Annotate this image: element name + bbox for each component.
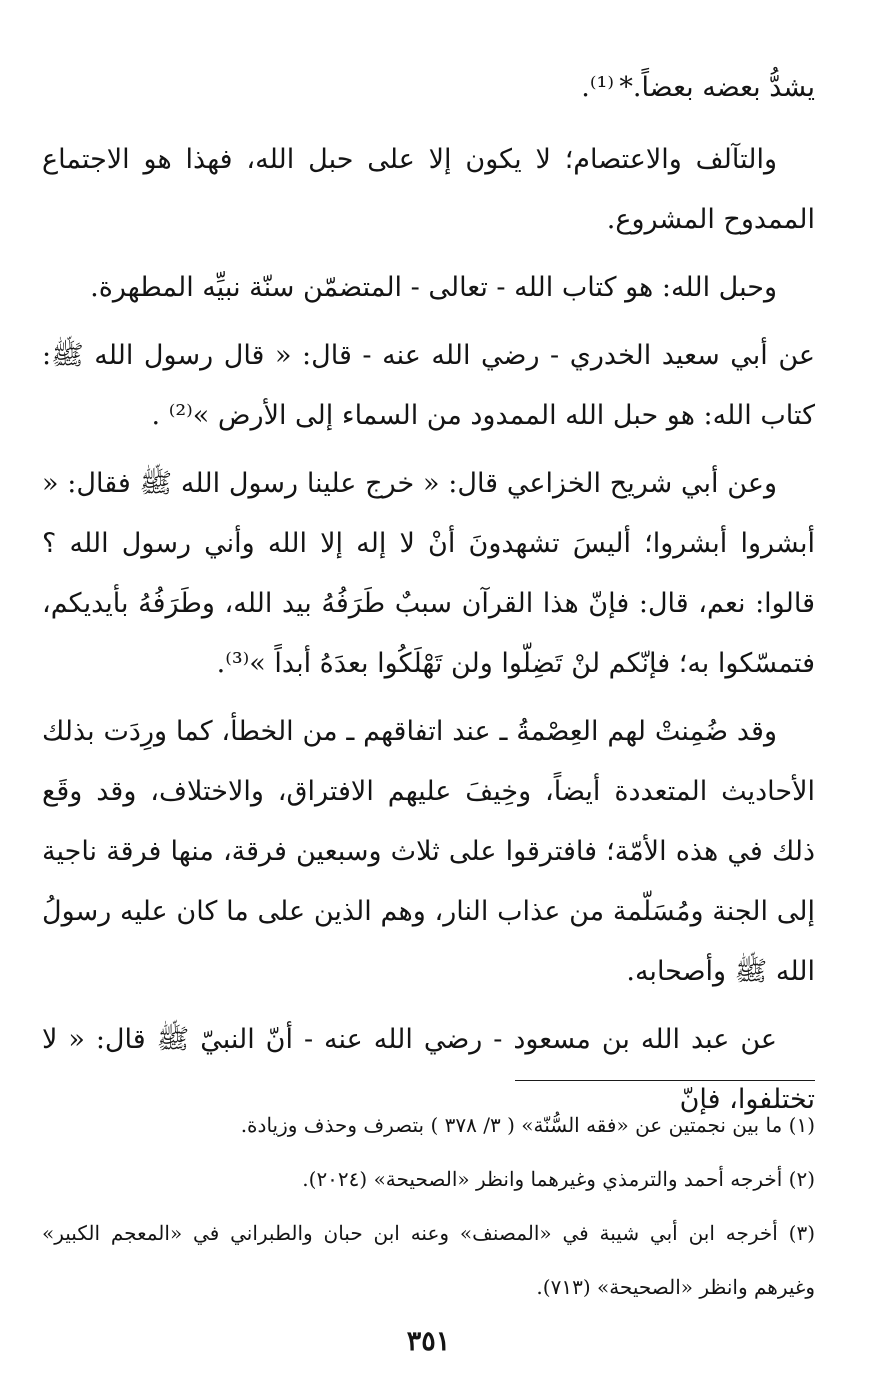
paragraph-text: وحبل الله: هو كتاب الله - تعالى - المتضمّن سنّة نبيِّه المطهرة. bbox=[90, 272, 777, 303]
footnotes bbox=[42, 1098, 815, 1314]
paragraph-hadith-abi-shurayh bbox=[42, 454, 815, 694]
page-number: ٣٥١ bbox=[406, 1326, 451, 1357]
main-text bbox=[42, 58, 815, 1130]
paragraph-text: وعن أبي شريح الخزاعي قال: « خرج علينا رسول الله ﷺ فقال: « أبشروا أبشروا؛ أليسَ تشهدونَ أنْ لا إله إلا الله وأني رسول الله ؟ قالوا: نعم، قال: فإنّ هذا القرآن سببٌ طَرَفُهُ بيد الله، وطَرَفُهُ بأيديكم، فتمسّكوا به؛ فإنّكم لنْ تَضِلّوا ولن تَهْلَكُوا بعدَهُ أبداً »⁽³⁾. bbox=[42, 468, 815, 679]
paragraph-hadith-abi-said bbox=[42, 326, 815, 446]
footnote-2: (٢) أخرجه أحمد والترمذي وغيرهما وانظر «الصحيحة» (٢٠٢٤). bbox=[302, 1167, 815, 1191]
paragraph-text: يشدُّ بعضه بعضاً.* ⁽¹⁾. bbox=[581, 72, 815, 103]
paragraph-text: وقد ضُمِنتْ لهم العِصْمةُ ـ عند اتفاقهم ـ من الخطأ، كما ورِدَت بذلك الأحاديث المتعددة أيضاً، وخِيفَ عليهم الافتراق، والاختلاف، وقد وقَع ذلك في هذه الأمّة؛ فافترقوا على ثلاث وسبعين فرقة، منها فرقة ناجية إلى الجنة ومُسَلّمة من عذاب النار، وهم الذين على ما كان عليه رسولُ الله ﷺ وأصحابه. bbox=[42, 716, 815, 987]
footnote-1: (١) ما بين نجمتين عن «فقه السُّنّة» ( ٣/ ٣٧٨ ) بتصرف وحذف وزيادة. bbox=[240, 1113, 815, 1137]
paragraph-ismah bbox=[42, 702, 815, 1002]
paragraph-text: عن أبي سعيد الخدري - رضي الله عنه - قال: « قال رسول الله ﷺ: كتاب الله: هو حبل الله الممدود من السماء إلى الأرض »⁽²⁾ . bbox=[42, 340, 815, 431]
footnote-3: (٣) أخرجه ابن أبي شيبة في «المصنف» وعنه ابن حبان والطبراني في «المعجم الكبير» وغيرهم وانظر «الصحيحة» (٧١٣). bbox=[42, 1221, 815, 1299]
paragraph-habl-allah bbox=[42, 258, 815, 318]
paragraph-text: عن عبد الله بن مسعود - رضي الله عنه - أنّ النبيّ ﷺ قال: « لا تختلفوا، فإنّ bbox=[42, 1024, 815, 1115]
paragraph-text: والتآلف والاعتصام؛ لا يكون إلا على حبل الله، فهذا هو الاجتماع الممدوح المشروع. bbox=[42, 144, 815, 235]
paragraph-ta-alluf bbox=[42, 130, 815, 250]
book-page bbox=[42, 58, 815, 1383]
footnote-divider bbox=[515, 1080, 815, 1081]
paragraph-continuation bbox=[42, 58, 815, 118]
